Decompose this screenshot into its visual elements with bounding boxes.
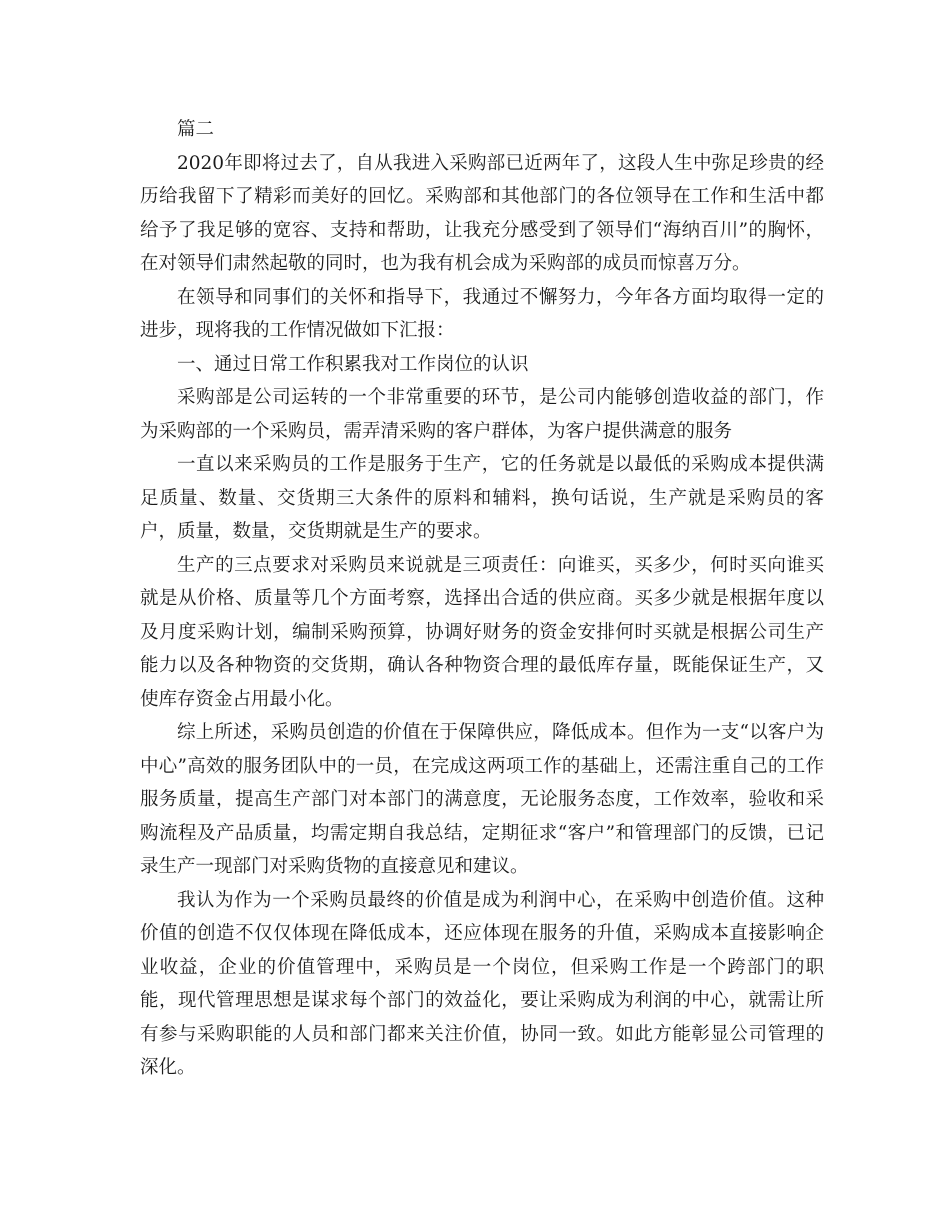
paragraph-buyer-task: 一直以来采购员的工作是服务于生产，它的任务就是以最低的采购成本提供满足质量、数量、交货期三大条件的原料和辅料，换句话说，生产就是采购员的客户，质量，数量，交货期就是生产的要求。 [140, 454, 824, 542]
document-body [140, 113, 824, 1085]
paragraph-report-lead: 在领导和同事们的关怀和指导下，我通过不懈努力，今年各方面均取得一定的进步，现将我的工作情况做如下汇报： [140, 286, 824, 341]
paragraph-department-role: 采购部是公司运转的一个非常重要的环节，是公司内能够创造收益的部门，作为采购部的一个采购员，需弄清采购的客户群体，为客户提供满意的服务 [140, 387, 824, 442]
paragraph-summary: 综上所述，采购员创造的价值在于保障供应，降低成本。但作为一支“以客户为中心”高效的服务团队中的一员，在完成这两项工作的基础上，还需注重自己的工作服务质量，提高生产部门对本部门的满意度，无论服务态度，工作效率，验收和采购流程及产品质量，均需定期自我总结，定期征求“客户”和管理部门的反馈，已记录生产一现部门对采购货物的直接意见和建议。 [140, 722, 824, 877]
paragraph-value-center: 我认为作为一个采购员最终的价值是成为利润中心，在采购中创造价值。这种价值的创造不仅仅体现在降低成本，还应体现在服务的升值，采购成本直接影响企业收益，企业的价值管理中，采购员是一个岗位，但采购工作是一个跨部门的职能，现代管理思想是谋求每个部门的效益化，要让采购成为利润的中心，就需让所有参与采购职能的人员和部门都来关注价值，协同一致。如此方能彰显公司管理的深化。 [140, 889, 824, 1078]
section-title: 篇二 [177, 119, 215, 140]
paragraph-intro: 2020年即将过去了，自从我进入采购部已近两年了，这段人生中弥足珍贵的经历给我留下了精彩而美好的回忆。采购部和其他部门的各位领导在工作和生活中都给予了我足够的宽容、支持和帮助，让我充分感受到了领导们“海纳百川”的胸怀，在对领导们肃然起敬的同时，也为我有机会成为采购部的成员而惊喜万分。 [140, 152, 824, 274]
paragraph-three-duties: 生产的三点要求对采购员来说就是三项责任：向谁买，买多少，何时买向谁买就是从价格、质量等几个方面考察，选择出合适的供应商。买多少就是根据年度以及月度采购计划，编制采购预算，协调好财务的资金安排何时买就是根据公司生产能力以及各种物资的交货期，确认各种物资合理的最低库存量，既能保证生产，又使库存资金占用最小化。 [140, 554, 824, 710]
section-heading-1: 一、通过日常工作积累我对工作岗位的认识 [177, 353, 529, 375]
